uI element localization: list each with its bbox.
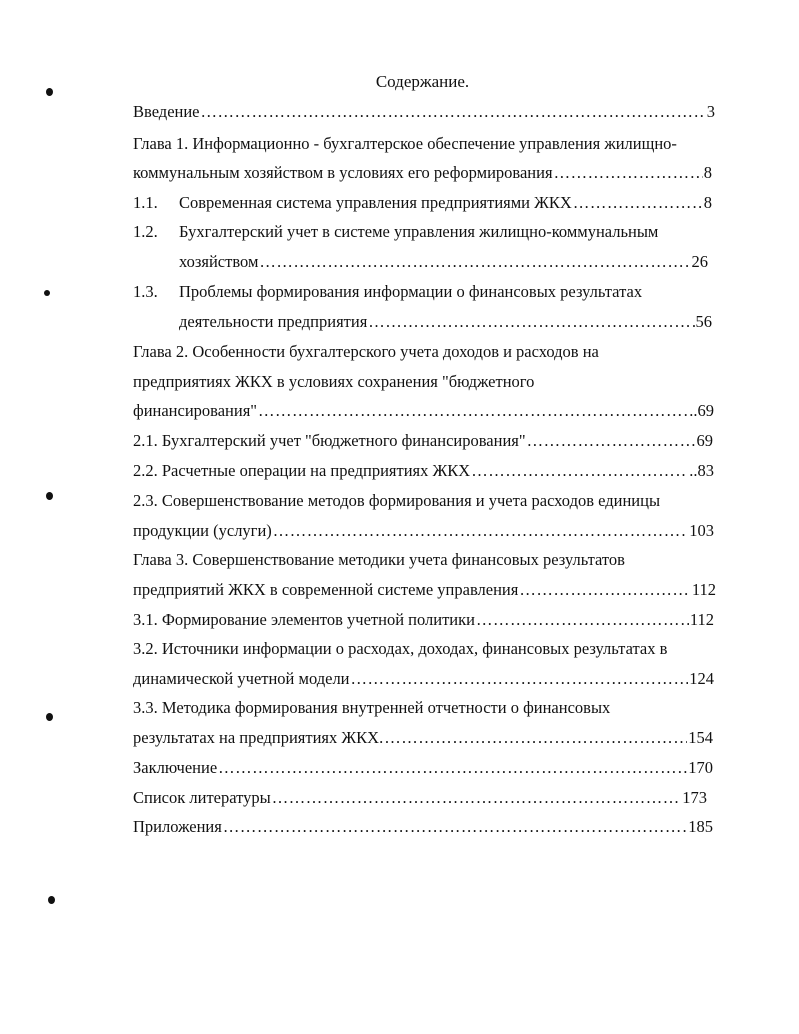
toc-entry-section-2-3 (133, 521, 714, 541)
toc-page-number: 8 (703, 163, 712, 182)
toc-entry-text: Приложения (133, 817, 222, 836)
toc-page-number: 69 (696, 431, 713, 450)
toc-entry-section-3-3-line1 (133, 698, 713, 718)
toc-entry-text: Бухгалтерский учет в системе управления жилищно-коммунальным (179, 222, 659, 241)
toc-entry-text: результатах на предприятиях ЖКХ. (133, 728, 384, 747)
toc-entry-text: Проблемы формирования информации о финансовых результатах (179, 282, 643, 301)
dot-leader (471, 461, 688, 481)
toc-page-number: 170 (688, 758, 713, 777)
toc-page-number: 56 (695, 312, 712, 331)
toc-entry-text: 3.1. Формирование элементов учетной политики (133, 610, 475, 629)
toc-page-number: 185 (688, 817, 713, 836)
toc-entry-chapter-2-line2 (133, 372, 713, 392)
dot-leader (527, 431, 696, 451)
toc-page-number: 112 (689, 610, 714, 629)
toc-entry-text: Заключение (133, 758, 218, 777)
toc-entry-chapter-2 (133, 401, 714, 421)
toc-page-number: 26 (691, 252, 708, 271)
dot-leader (218, 758, 687, 778)
toc-entry-text: хозяйством (179, 252, 259, 271)
toc-entry-text: предприятий ЖКХ в современной системе управления (133, 580, 519, 599)
dot-leader (273, 521, 688, 541)
dot-leader (258, 401, 688, 421)
toc-entry-section-2-1 (133, 431, 713, 451)
toc-entry-text: Глава 3. Совершенствование методики учета финансовых результатов (133, 550, 625, 569)
toc-page-number: 8 (703, 193, 712, 212)
toc-entry-text: 2.1. Бухгалтерский учет "бюджетного финансирования" (133, 431, 526, 450)
toc-entry-appendix (133, 817, 713, 837)
toc-entry-section-1-2-line1 (133, 222, 713, 242)
toc-entry-conclusion (133, 758, 713, 778)
toc-entry-section-1-3 (179, 312, 712, 332)
toc-page-number: ..69 (689, 401, 714, 420)
toc-entry-section-3-2 (133, 669, 714, 689)
toc-page-number: 112 (691, 580, 716, 599)
toc-entry-text: динамической учетной модели (133, 669, 350, 688)
toc-page-number: 173 (682, 788, 707, 807)
dot-leader (368, 312, 694, 332)
dot-leader (272, 788, 682, 808)
dot-leader (573, 193, 703, 213)
toc-entry-section-2-2 (133, 461, 714, 481)
toc-entry-text: предприятиях ЖКХ в условиях сохранения "бюджетного (133, 372, 535, 391)
toc-entry-section-1-2 (179, 252, 708, 272)
toc-entry-text: коммунальным хозяйством в условиях его реформирования (133, 163, 553, 182)
toc-entry-text: Глава 2. Особенности бухгалтерского учета доходов и расходов на (133, 342, 599, 361)
toc-entry-chapter-1-line1 (133, 134, 733, 154)
toc-entry-chapter-2-line1 (133, 342, 713, 362)
dot-leader (201, 102, 706, 122)
toc-entry-text: деятельности предприятия (179, 312, 368, 331)
page-title: Содержание. (375, 72, 470, 91)
dot-leader (351, 669, 689, 689)
dot-leader (223, 817, 687, 837)
section-number: 1.1. (133, 193, 158, 212)
toc-entry-literature (133, 788, 707, 808)
toc-entry-text: Введение (133, 102, 200, 121)
section-number: 1.3. (133, 282, 158, 301)
toc-entry-text: Современная система управления предприятиями ЖКХ (179, 193, 572, 212)
toc-entry-section-1-3-line1 (133, 282, 713, 302)
toc-entry-text: Глава 1. Информационно - бухгалтерское обеспечение управления жилищно- (133, 134, 677, 153)
toc-entry-intro (133, 102, 715, 122)
dot-leader (519, 580, 691, 600)
toc-entry-text: 2.3. Совершенствование методов формирования и учета расходов единицы (133, 491, 661, 510)
toc-entry-section-3-1 (133, 610, 714, 630)
toc-page-number: 124 (689, 669, 714, 688)
toc-entry-section-3-2-line1 (133, 639, 713, 659)
toc-entry-chapter-3 (133, 580, 716, 600)
dot-leader (259, 252, 690, 272)
toc-page-number: ..83 (689, 461, 714, 480)
toc-entry-text: Список литературы (133, 788, 271, 807)
section-number: 1.2. (133, 222, 158, 241)
dot-leader (554, 163, 703, 183)
toc-entry-text: 2.2. Расчетные операции на предприятиях ЖКХ (133, 461, 471, 480)
toc-entry-section-1-1 (133, 193, 712, 213)
toc-entry-text: 3.2. Источники информации о расходах, доходах, финансовых результатах в (133, 639, 668, 658)
toc-page-number: 154 (688, 728, 713, 747)
dot-leader (384, 728, 687, 748)
dot-leader (476, 610, 689, 630)
toc-page-number: 3 (706, 102, 715, 121)
toc-entry-text: финансирования" (133, 401, 258, 420)
toc-entry-chapter-3-line1 (133, 550, 713, 570)
toc-entry-section-2-3-line1 (133, 491, 713, 511)
toc-entry-section-3-3 (133, 728, 713, 748)
toc-entry-chapter-1 (133, 163, 712, 183)
toc-entry-text: продукции (услуги) (133, 521, 272, 540)
toc-page-number: 103 (689, 521, 714, 540)
toc-entry-text: 3.3. Методика формирования внутренней отчетности о финансовых (133, 698, 611, 717)
